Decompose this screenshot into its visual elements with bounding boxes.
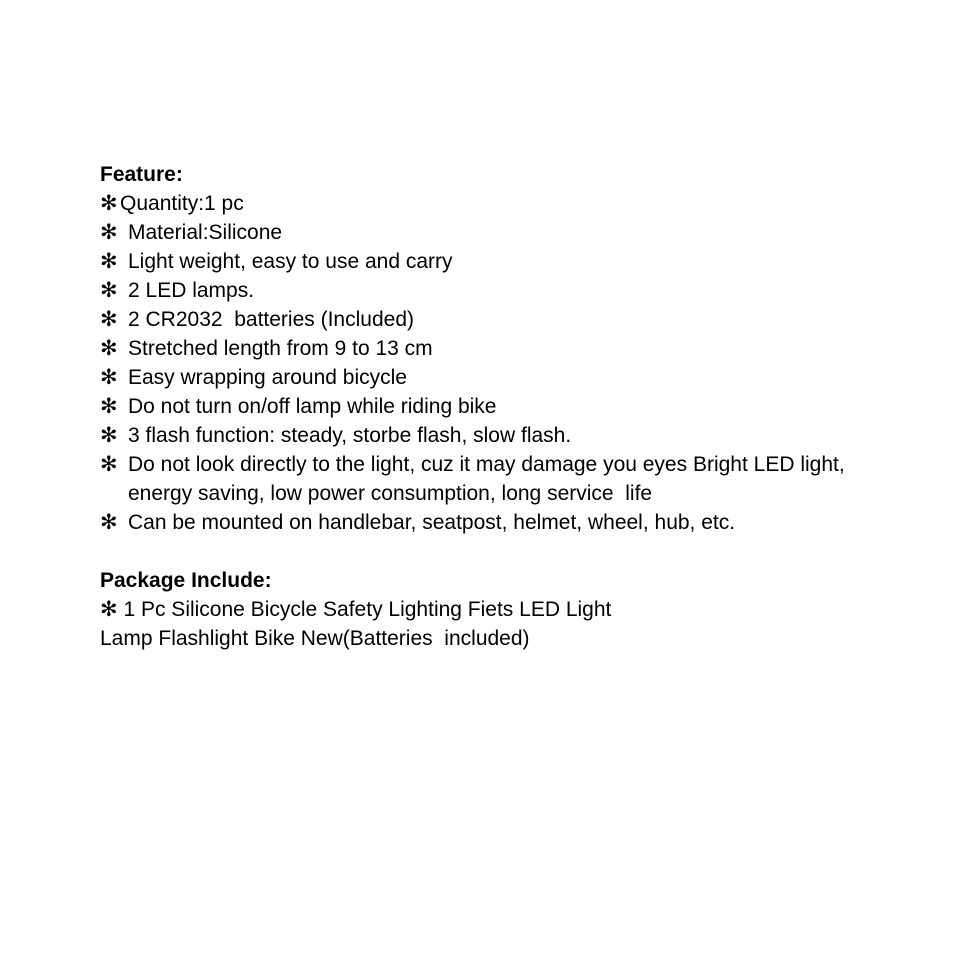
feature-item [100, 450, 860, 508]
feature-item-text: Quantity:1 pc [120, 192, 244, 215]
feature-item-text: Easy wrapping around bicycle [128, 366, 407, 389]
package-heading: Package Include: [100, 569, 272, 592]
bullet-icon: ✻ [100, 308, 118, 331]
feature-item-text: 3 flash function: steady, storbe flash, slow flash. [128, 424, 572, 447]
feature-item-text: Light weight, easy to use and carry [128, 250, 453, 273]
bullet-icon: ✻ [100, 337, 118, 360]
feature-heading: Feature: [100, 163, 183, 186]
bullet-icon: ✻ [100, 424, 118, 447]
bullet-icon: ✻ [100, 395, 118, 418]
feature-item [100, 508, 860, 537]
feature-item [100, 218, 860, 247]
feature-item [100, 305, 860, 334]
bullet-icon: ✻ [100, 279, 118, 302]
feature-item-text: 2 LED lamps. [128, 279, 255, 302]
product-description [100, 160, 860, 653]
package-text-line2: Lamp Flashlight Bike New(Batteries included) [100, 627, 530, 650]
package-text-line1: 1 Pc Silicone Bicycle Safety Lighting Fiets LED Light [123, 598, 612, 621]
package-item [100, 595, 860, 624]
feature-item [100, 247, 860, 276]
feature-item [100, 276, 860, 305]
bullet-icon: ✻ [100, 598, 118, 621]
feature-item-text: Do not look directly to the light, cuz it may damage you eyes Bright LED light, energy saving, low power consumption, long service life [128, 453, 851, 505]
feature-item-text: 2 CR2032 batteries (Included) [128, 308, 414, 331]
feature-item [100, 334, 860, 363]
feature-item-text: Stretched length from 9 to 13 cm [128, 337, 433, 360]
feature-item [100, 392, 860, 421]
feature-item-text: Can be mounted on handlebar, seatpost, helmet, wheel, hub, etc. [128, 511, 736, 534]
bullet-icon: ✻ [100, 250, 118, 273]
bullet-icon: ✻ [100, 192, 118, 215]
bullet-icon: ✻ [100, 453, 118, 476]
feature-item [100, 189, 860, 218]
bullet-icon: ✻ [100, 221, 118, 244]
bullet-icon: ✻ [100, 366, 118, 389]
feature-list [100, 189, 860, 537]
feature-item [100, 363, 860, 392]
feature-item [100, 421, 860, 450]
bullet-icon: ✻ [100, 511, 118, 534]
feature-item-text: Material:Silicone [128, 221, 283, 244]
feature-item-text: Do not turn on/off lamp while riding bike [128, 395, 497, 418]
